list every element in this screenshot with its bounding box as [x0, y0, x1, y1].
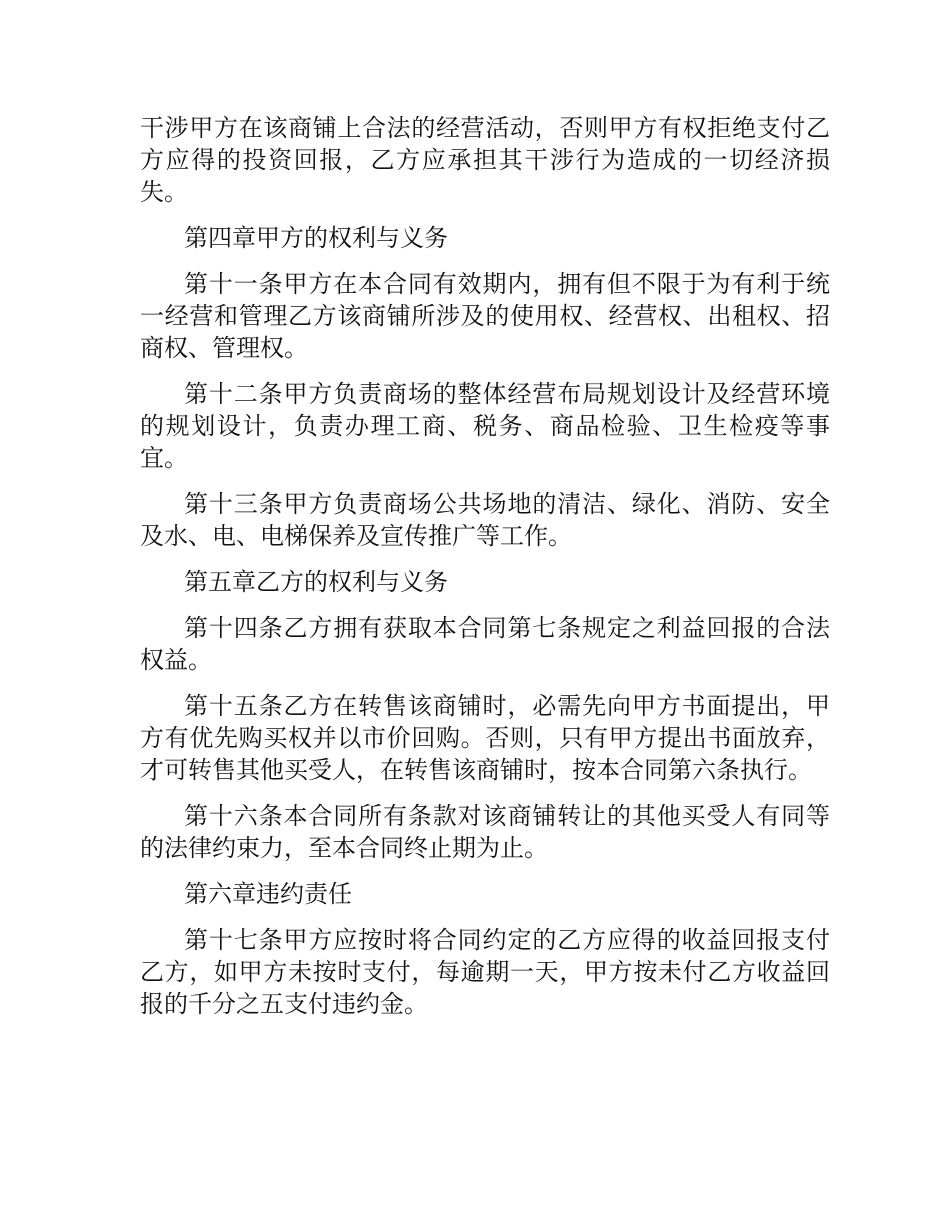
chapter-heading-4: 第四章甲方的权利与义务 — [184, 224, 448, 252]
article-13: 第十三条甲方负责商场公共场地的清洁、绿化、消防、安全及水、电、电梯保养及宣传推广等工作。 — [140, 490, 830, 550]
paragraph-continuation: 干涉甲方在该商铺上合法的经营活动，否则甲方有权拒绝支付乙方应得的投资回报，乙方应承担其干涉行为造成的一切经济损失。 — [140, 114, 830, 206]
document-page — [140, 112, 830, 1034]
chapter-heading-6: 第六章违约责任 — [184, 880, 352, 908]
article-16: 第十六条本合同所有条款对该商铺转让的其他买受人有同等的法律约束力，至本合同终止期为止。 — [140, 802, 830, 862]
article-12: 第十二条甲方负责商场的整体经营布局规划设计及经营环境的规划设计，负责办理工商、税务、商品检验、卫生检疫等事宜。 — [140, 380, 830, 472]
chapter-heading-5: 第五章乙方的权利与义务 — [184, 568, 448, 596]
article-11: 第十一条甲方在本合同有效期内，拥有但不限于为有利于统一经营和管理乙方该商铺所涉及的使用权、经营权、出租权、招商权、管理权。 — [140, 270, 830, 362]
article-17: 第十七条甲方应按时将合同约定的乙方应得的收益回报支付乙方，如甲方未按时支付，每逾期一天，甲方按未付乙方收益回报的千分之五支付违约金。 — [140, 926, 830, 1018]
article-14: 第十四条乙方拥有获取本合同第七条规定之利益回报的合法权益。 — [140, 614, 830, 674]
article-15: 第十五条乙方在转售该商铺时，必需先向甲方书面提出，甲方有优先购买权并以市价回购。否则，只有甲方提出书面放弃，才可转售其他买受人，在转售该商铺时，按本合同第六条执行。 — [140, 692, 830, 784]
